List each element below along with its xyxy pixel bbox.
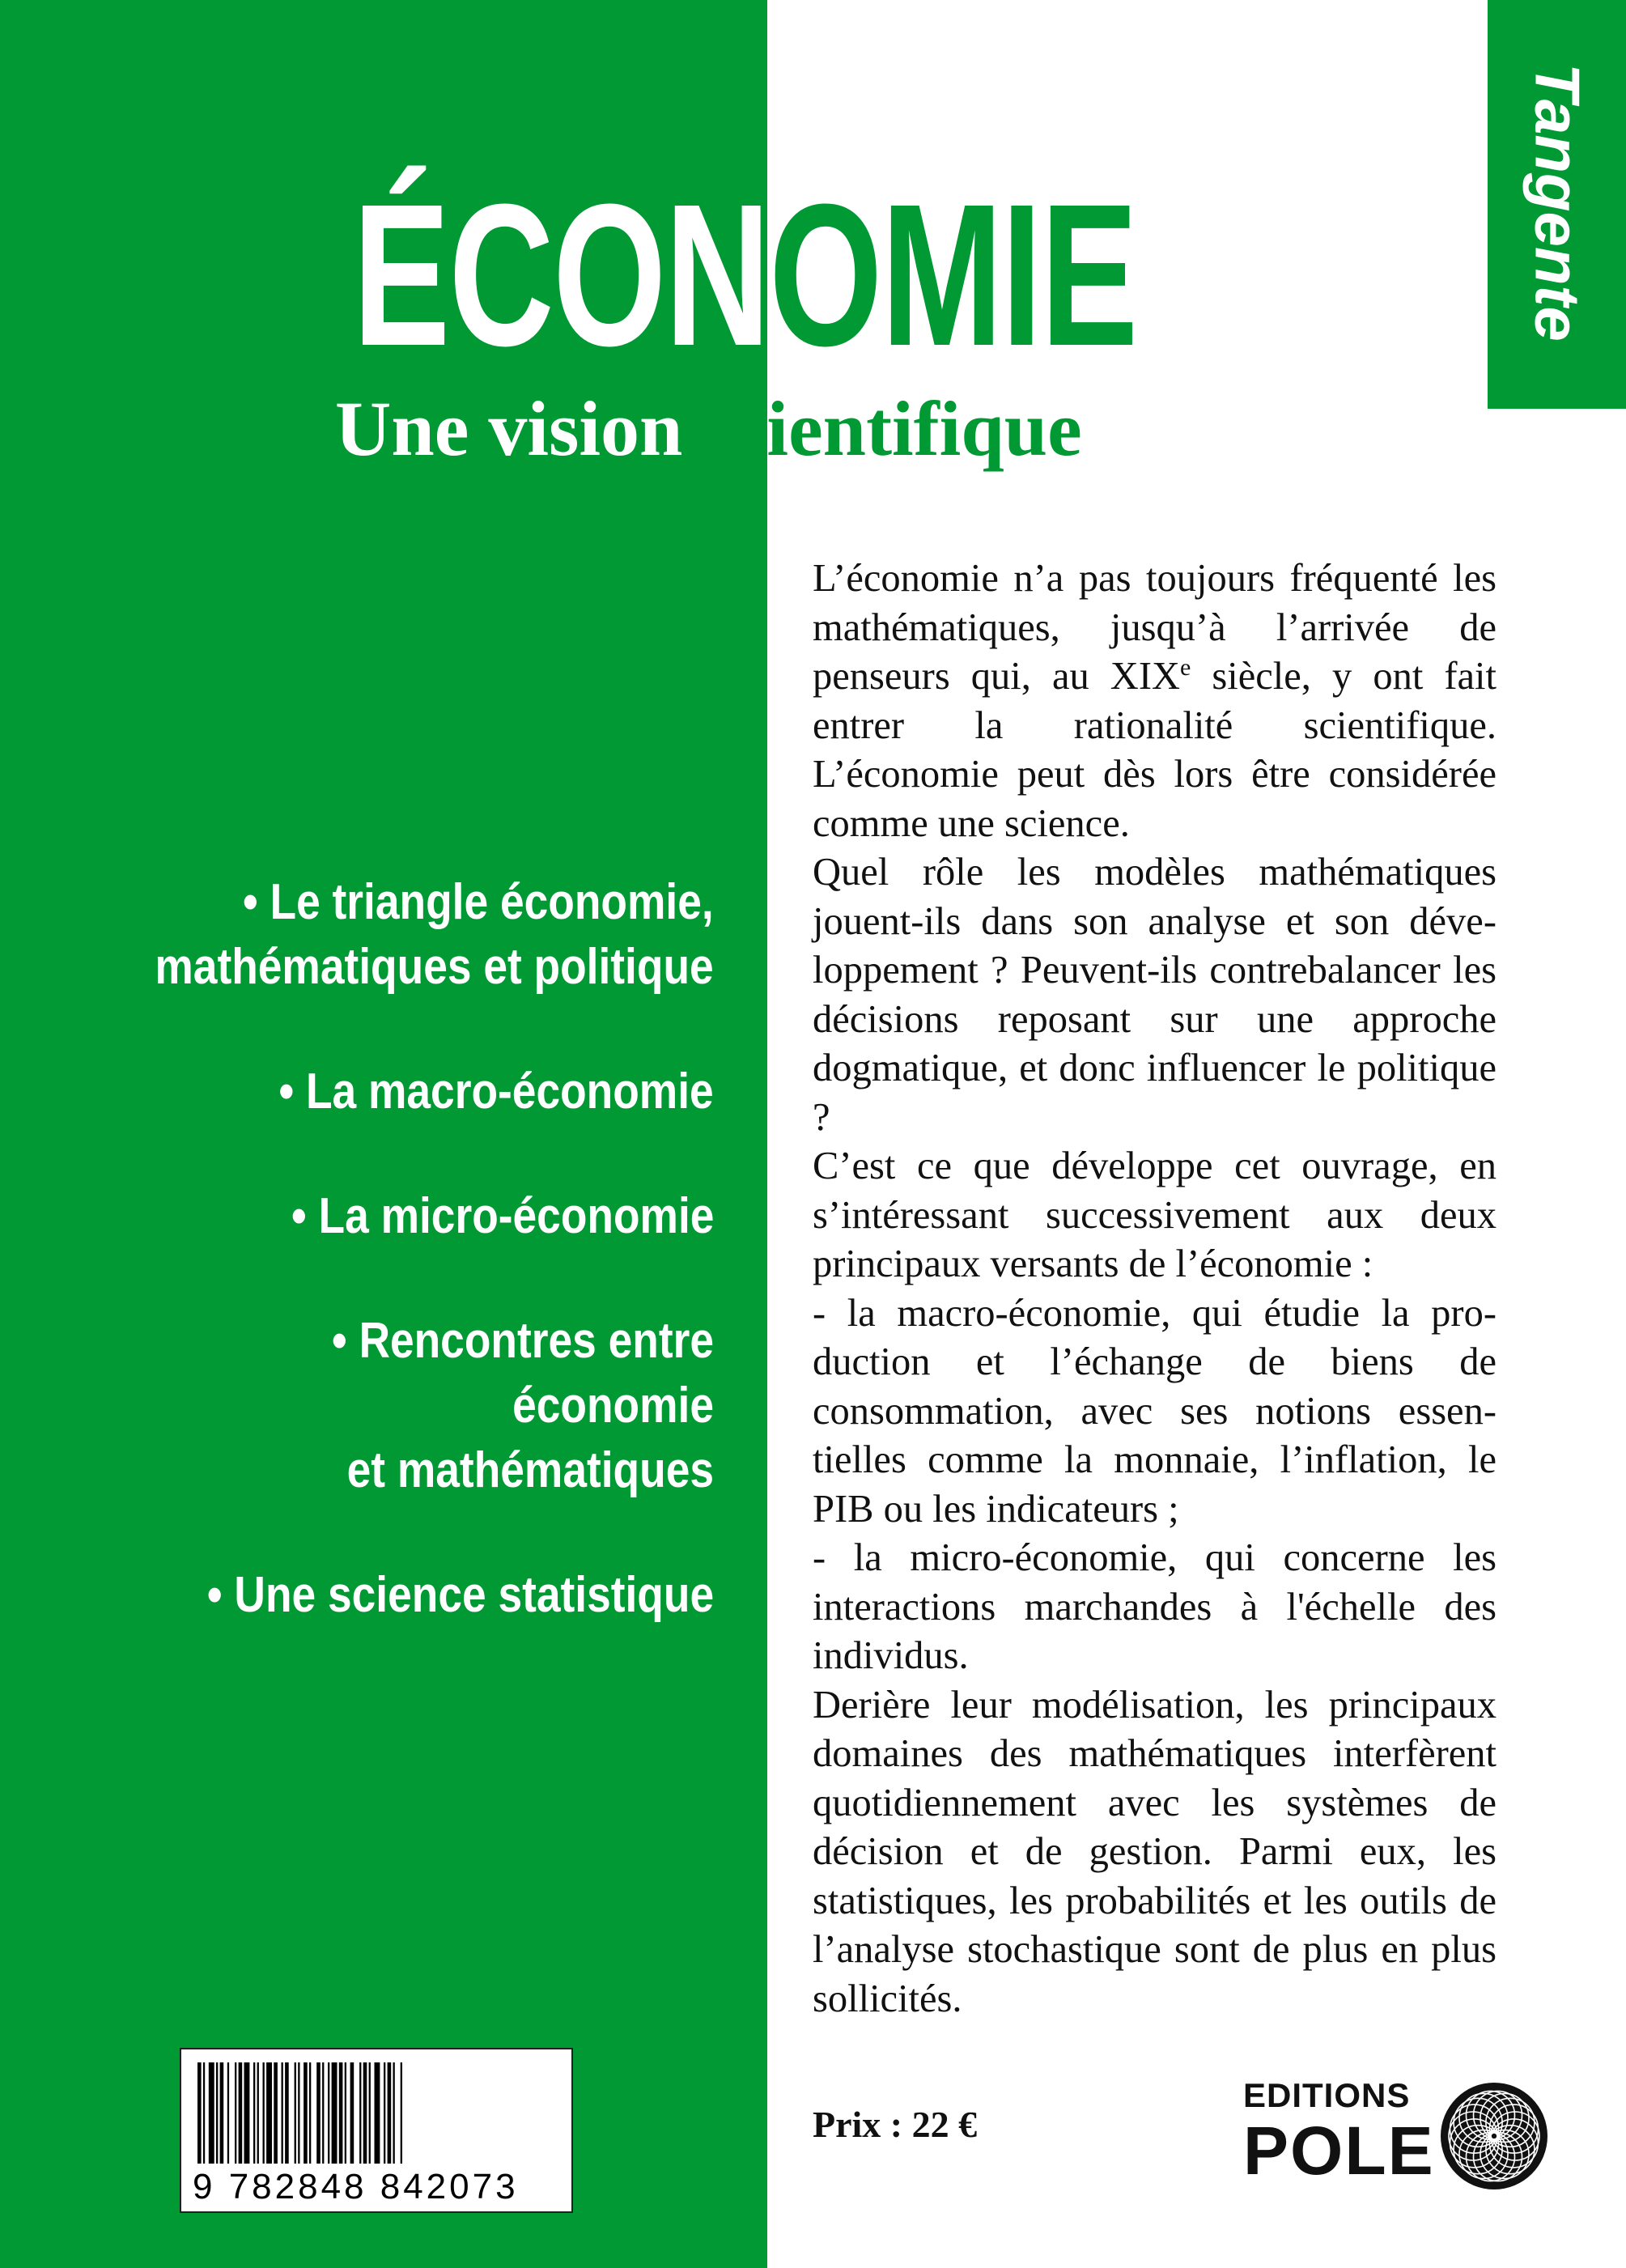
topic-line: Le triangle économie, bbox=[270, 874, 715, 930]
topic-line: Rencontres entre économie bbox=[359, 1313, 714, 1433]
topic-line: La micro-économie bbox=[318, 1188, 714, 1244]
collection-tab bbox=[1488, 0, 1626, 409]
topic-item bbox=[50, 1060, 714, 1124]
bullet-marker: • bbox=[291, 1188, 307, 1244]
topic-item bbox=[50, 1309, 714, 1503]
topic-list bbox=[50, 870, 714, 1688]
topic-item bbox=[50, 870, 714, 1000]
blurb-text bbox=[813, 554, 1497, 2024]
title-part-white: ÉCON bbox=[353, 162, 770, 388]
topic-item bbox=[50, 1184, 714, 1249]
topic-line: mathématiques et politique bbox=[155, 939, 714, 995]
barcode-number: 9 782848 842073 bbox=[193, 2167, 519, 2206]
book-title bbox=[353, 162, 1137, 388]
isbn-barcode bbox=[180, 2048, 573, 2213]
blurb-paragraph: Derière leur modélisation, les principaux domaines des mathématiques interfèrent quotidiennement avec les systèmes de décision et de gestion. Parmi eux, les statistiques, les probabilités et les outils de l’analyse stochastique sont de plus en plus sollicités. bbox=[813, 1683, 1497, 2020]
bullet-marker: • bbox=[278, 1064, 295, 1119]
blurb-paragraph: - la micro-économie, qui concerne les interactions marchandes à l'échelle des individus. bbox=[813, 1536, 1497, 1677]
book-subtitle bbox=[335, 384, 1082, 474]
subtitle-part-green: scientifique bbox=[702, 385, 1082, 472]
topic-line: La macro-économie bbox=[306, 1064, 714, 1119]
bullet-marker: • bbox=[331, 1313, 347, 1369]
subtitle-part-white: Une vision bbox=[335, 385, 703, 472]
publisher-logo bbox=[1243, 2076, 1551, 2206]
bullet-marker: • bbox=[243, 874, 259, 930]
collection-tab-label: Tangente bbox=[1522, 63, 1594, 342]
spirograph-logo-icon bbox=[1437, 2079, 1551, 2193]
blurb-paragraph: Quel rôle les modèles mathématiques jouent-ils dans son analyse et son développement ? Peuvent-ils contrebalancer les décisions reposant sur une approche dogmatique, et donc influencer le politique ? bbox=[813, 851, 1497, 1139]
title-part-green: OMIE bbox=[769, 162, 1137, 388]
topic-item bbox=[50, 1563, 714, 1628]
price-label: Prix : 22 € bbox=[813, 2104, 978, 2145]
topic-line: Une science statistique bbox=[234, 1567, 714, 1623]
blurb-paragraph: - la macro-économie, qui étudie la production et l’échange de biens de consommation, avec ses notions essentielles comme la monnaie, l’inflation, le PIB ou les indicateurs ; bbox=[813, 1291, 1497, 1531]
topic-line: et mathématiques bbox=[346, 1442, 714, 1498]
barcode-bars bbox=[197, 2062, 555, 2164]
publisher-line1: EDITIONS bbox=[1243, 2076, 1411, 2114]
blurb-paragraph: C’est ce que développe cet ouvrage, en s’intéressant successivement aux deux principaux versants de l’économie : bbox=[813, 1145, 1497, 1285]
superscript-e: e bbox=[1180, 653, 1191, 681]
blurb-paragraph: L’économie n’a pas toujours fréquenté les mathématiques, jusqu’à l’arrivée de penseurs qui, au XIXe siècle, y ont fait entrer la rationalité scientifique. L’économie peut dès lors être considérée comme une science. bbox=[813, 557, 1497, 845]
bullet-marker: • bbox=[206, 1567, 223, 1623]
publisher-line2: POLE bbox=[1243, 2113, 1435, 2189]
